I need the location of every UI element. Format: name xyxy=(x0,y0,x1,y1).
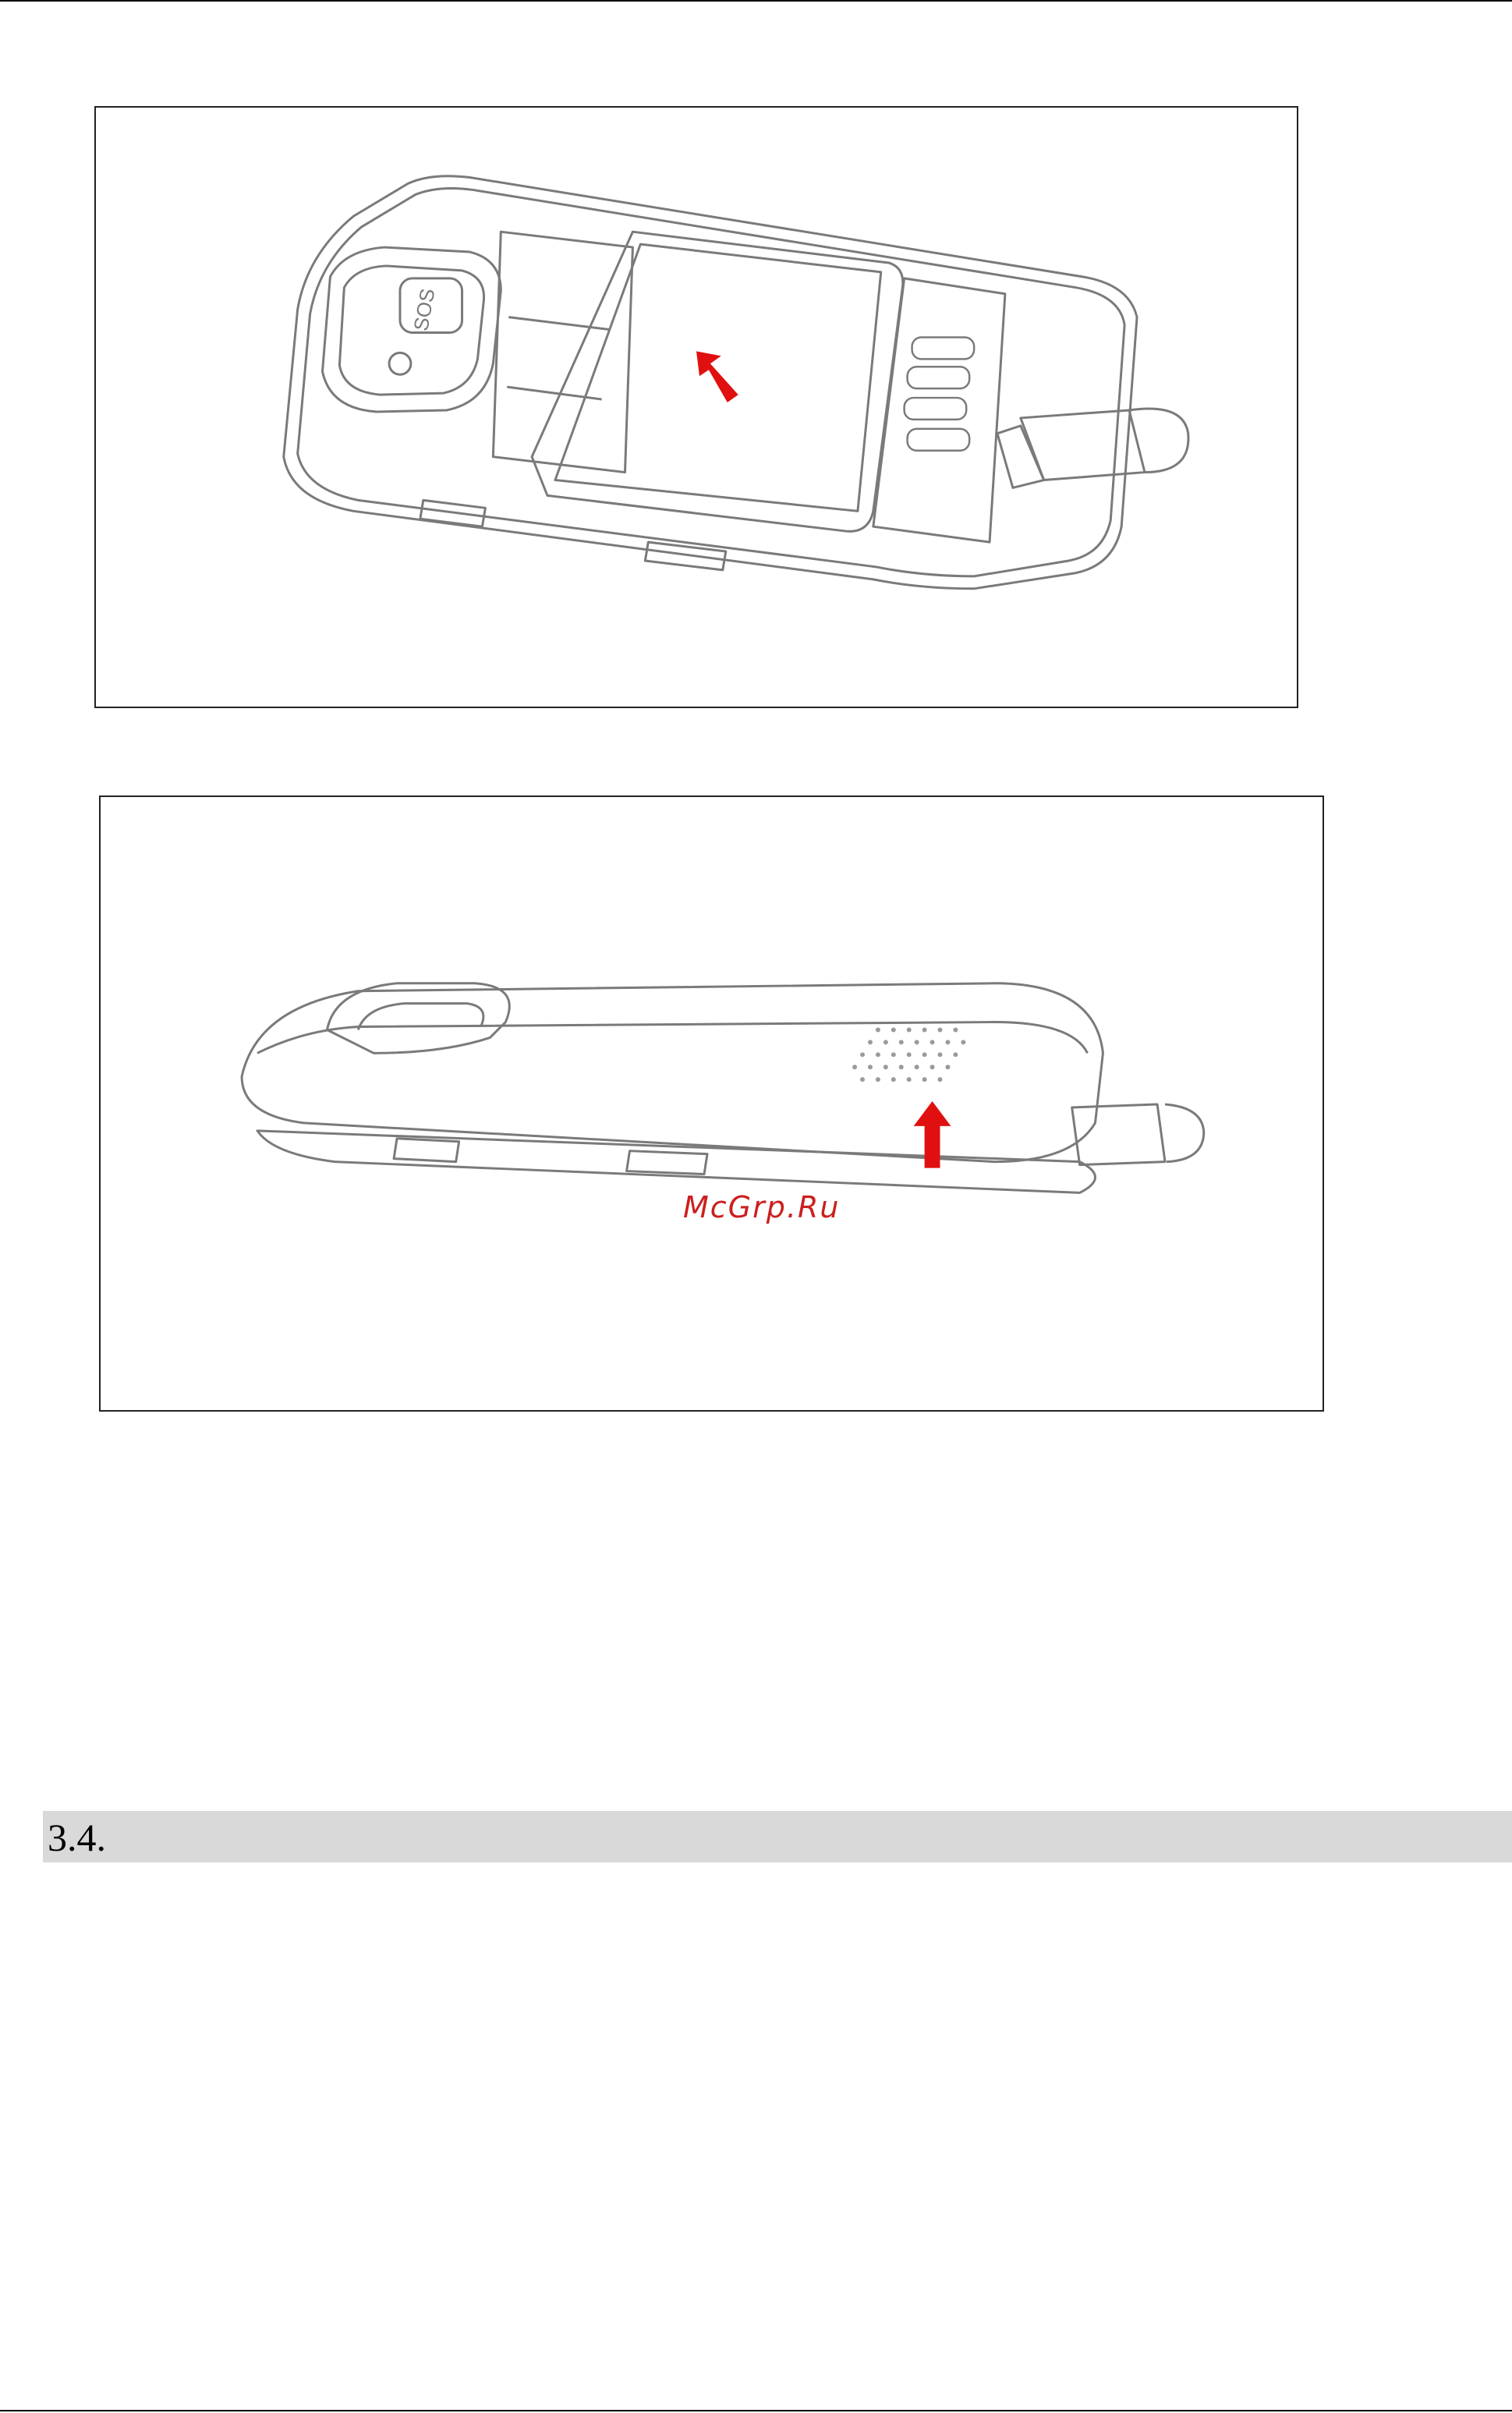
insert-direction-arrow xyxy=(696,351,738,402)
section-number: 3.4. xyxy=(48,1816,106,1859)
bottom-rule xyxy=(0,2410,1512,2411)
figure-battery-insertion xyxy=(94,106,1298,708)
phone-cover-drawing xyxy=(101,797,1323,1410)
section-heading-bar xyxy=(43,1811,1512,1862)
phone-back-drawing xyxy=(96,108,1297,707)
top-rule xyxy=(0,0,1512,2)
speaker-dots xyxy=(852,1027,965,1082)
figure-back-cover-fitting xyxy=(99,795,1324,1412)
sos-label: SOS xyxy=(410,286,440,333)
watermark: McGrp.Ru xyxy=(683,1190,841,1224)
